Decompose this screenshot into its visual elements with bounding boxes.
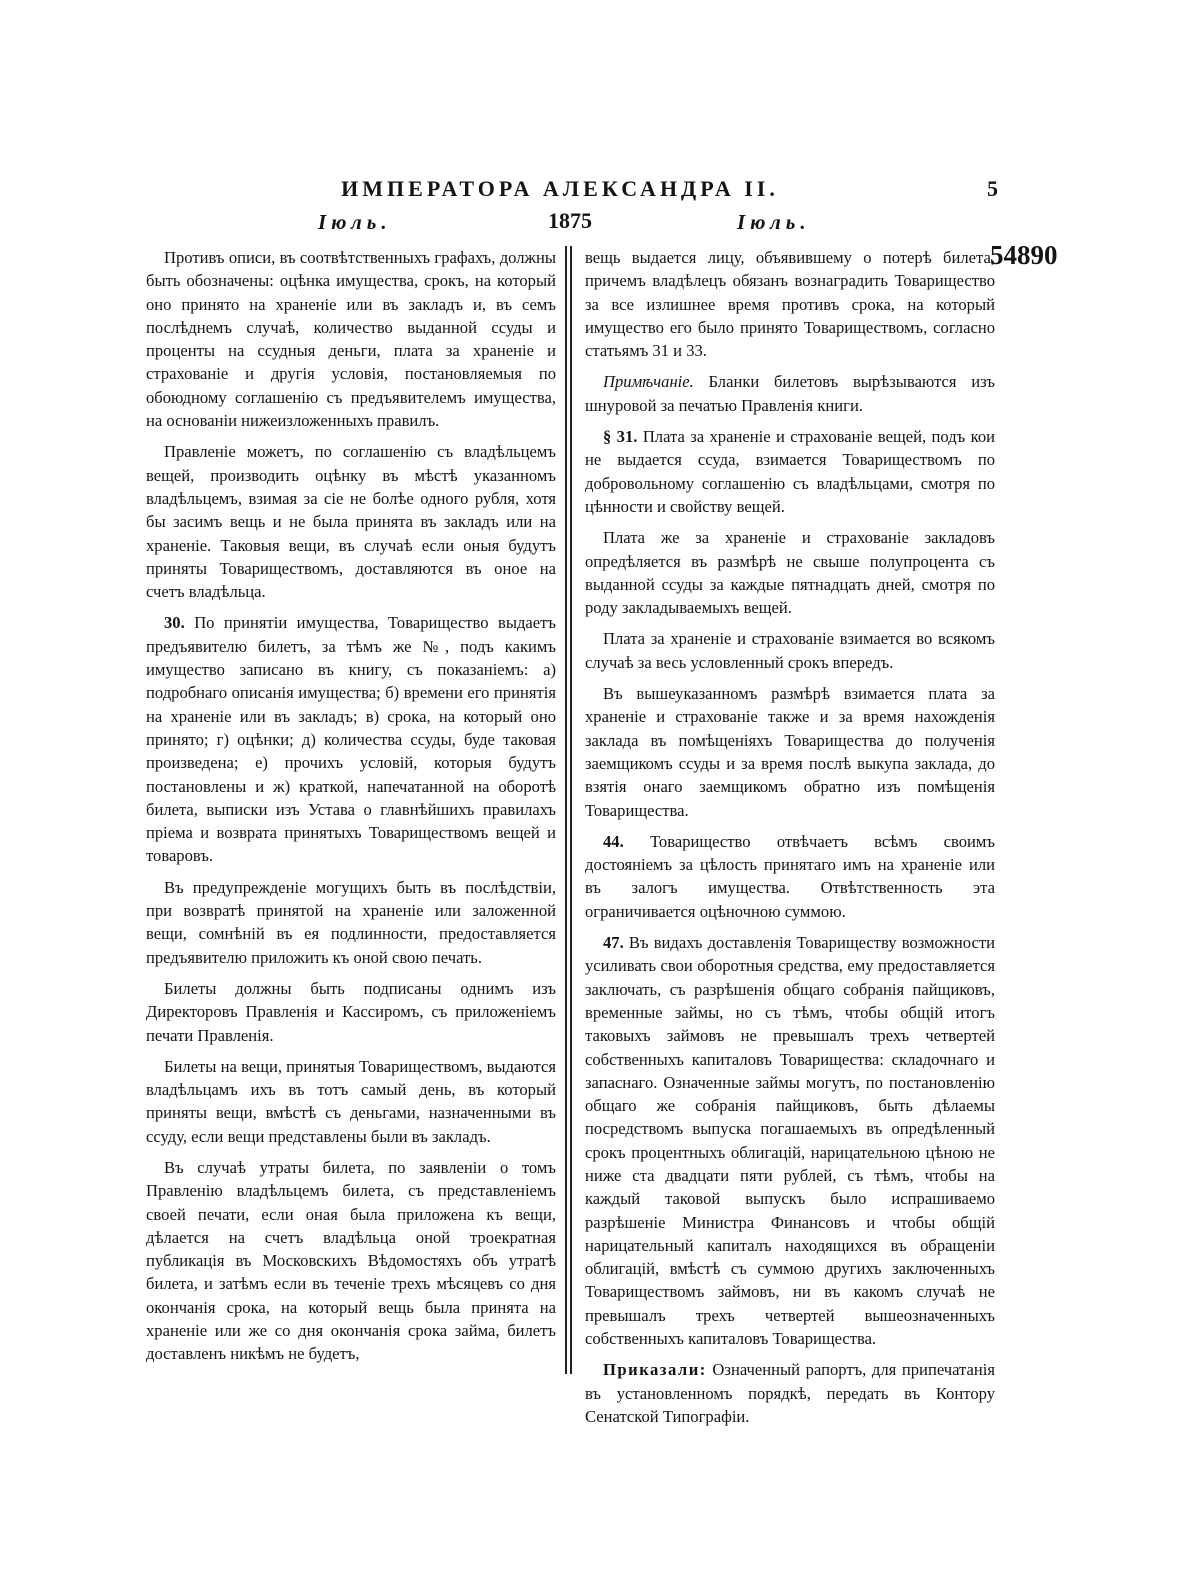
paragraph (585, 1358, 995, 1428)
article-number: 47. (603, 933, 624, 953)
paragraph: Противъ описи, въ соотвѣтственныхъ графахъ, должны быть обозначены: оцѣнка имущества, срокъ, на который оно принято на храненіе или въ закладъ и, въ семъ послѣднемъ случаѣ, количество выданной ссуды и проценты на ссудныя деньги, плата за храненіе и страхованіе и другія условія, постановляемыя по обоюдному соглашенію съ предъявителемъ имущества, на основаніи нижеизложенныхъ правилъ. (146, 248, 556, 431)
article-number: § 31. (603, 427, 638, 447)
paragraph: Билеты на вещи, принятыя Товариществомъ, выдаются владѣльцамъ ихъ въ тотъ самый день, въ который приняты вещи, вмѣстѣ съ деньгами, назначенными въ ссуду, если вещи представлены были въ закладъ. (146, 1056, 556, 1146)
paragraph (585, 425, 995, 518)
running-title: ИМПЕРАТОРА АЛЕКСАНДРА II. (341, 176, 779, 201)
paragraph: Въ случаѣ утраты билета, по заявленіи о томъ Правленію владѣльцемъ билета, съ представленіемъ своей печати, если оная была приложена къ вещи, дѣлается на счетъ владѣльца оной троекратная публикація въ Московскихъ Вѣдомостяхъ объ утратѣ билета, и затѣмъ если въ теченіе трехъ мѣсяцевъ со дня окончанія срока, на который вещь была принята на храненіе или же со дня окончанія срока займа, билетъ доставленъ никѣмъ не будетъ, (146, 1157, 556, 1364)
paragraph: Билеты должны быть подписаны однимъ изъ Директоровъ Правленія и Кассиромъ, съ приложеніемъ печати Правленія. (146, 978, 556, 1045)
paragraph (146, 611, 556, 867)
paragraph-text: Товарищество отвѣчаетъ всѣмъ своимъ достояніемъ за цѣлость принятаго имъ на храненіе или въ залогъ имущества. Отвѣтственность эта ограничивается оцѣночною суммою. (585, 831, 995, 921)
paragraph: Въ предупрежденіе могущихъ быть въ послѣдствіи, при возвратѣ принятой на храненіе или заложенной вещи, сомнѣній въ ея подлинности, предоставляется предъявителю приложить къ оной свою печать. (146, 877, 556, 967)
paragraph-text: По принятіи имущества, Товарищество выдаетъ предъявителю билетъ, за тѣмъ же №, подъ какимъ имущество записано въ книгу, съ показаніемъ: а) подробнаго описанія имущества; б) времени его принятія на храненіе или въ закладъ; в) срока, на который оно принято; г) оцѣнки; д) количества ссуды, буде таковая произведена; е) прочихъ условій, которыя будутъ постановлены и ж) краткой, напечатанной на оборотѣ билета, выписки изъ Устава о главнѣйшихъ правилахъ пріема и возврата принятыхъ Товариществомъ вещей и товаровъ. (146, 613, 556, 866)
paragraph: Плата за храненіе и страхованіе взимается во всякомъ случаѣ за весь условленный срокъ впередъ. (585, 629, 995, 672)
paragraph-text: Въ видахъ доставленія Товариществу возможности усиливать свои оборотныя средства, ему предоставляется заключать, съ разрѣшенія общаго собранія пайщиковъ, временные займы, но съ тѣмъ, чтобы общій итогъ таковыхъ займовъ не превышалъ трехъ четвертей собственныхъ капиталовъ Товарищества: складочнаго и запаснаго. Означенные займы могутъ, по постановленію общаго же собранія пайщиковъ, быть дѣлаемы посредствомъ выпуска погашаемыхъ въ опредѣленный срокъ процентныхъ облигацій, нарицательною цѣною не ниже ста двадцати пяти рублей, съ тѣмъ, чтобы на каждый таковой выпускъ было испрашиваемо разрѣшеніе Министра Финансовъ и чтобы общій нарицательный капиталъ находящихся въ обращеніи облигацій, вмѣстѣ съ суммою другихъ заключенныхъ Товариществомъ займовъ, ни въ какомъ случаѣ не превышалъ трехъ четвертей вышеозначенныхъ собственныхъ капиталовъ Товарищества. (585, 933, 995, 1349)
paragraph: Плата же за храненіе и страхованіе закладовъ опредѣляется въ размѣрѣ не свыше полупроцента съ выданной ссуды за каждые пятнадцать дней, смотря по роду закладываемыхъ вещей. (585, 528, 995, 618)
paragraph-text: Плата за храненіе и страхованіе вещей, подъ кои не выдается ссуда, взимается Товариществомъ по добровольному соглашенію съ владѣльцами, смотря по цѣнности и свойству вещей. (585, 427, 996, 516)
month-label-left: Іюль. (318, 210, 392, 234)
month-label-right: Іюль. (737, 210, 811, 234)
column-divider-line (565, 246, 567, 1374)
year-label: 1875 (548, 208, 592, 233)
left-column (146, 246, 556, 1374)
article-number: 44. (603, 831, 624, 851)
right-column (585, 246, 995, 1436)
note-label: Примѣчаніе. (603, 372, 694, 392)
act-number: 54890 (990, 240, 1058, 270)
note-text: Бланки билетовъ вырѣзываются изъ шнуровой за печатью Правленія книги. (585, 372, 995, 415)
note-paragraph (585, 370, 995, 417)
paragraph (585, 931, 995, 1350)
column-divider-line (570, 246, 572, 1374)
paragraph-text: Означенный рапортъ, для припечатанія въ установленномъ порядкѣ, передать въ Контору Сенатской Типографіи. (585, 1360, 995, 1426)
article-number: 30. (164, 613, 185, 633)
resolution-label: Приказали: (603, 1360, 707, 1380)
paragraph: вещь выдается лицу, объявившему о потерѣ билета, причемъ владѣлецъ обязанъ вознаградить Товарищество за все излишнее время противъ срока, на который имущество его было принято Товариществомъ, согласно статьямъ 31 и 33. (585, 248, 995, 361)
paragraph: Правленіе можетъ, по соглашенію съ владѣльцемъ вещей, производить оцѣнку въ мѣстѣ указанномъ владѣльцемъ, взимая за сіе не болѣе одного рубля, хотя бы засимъ вещь и не была принята въ закладъ или на храненіе. Таковыя вещи, въ случаѣ если оныя будутъ приняты Товариществомъ, доставляются въ оное на счетъ владѣльца. (146, 442, 556, 602)
paragraph: Въ вышеуказанномъ размѣрѣ взимается плата за храненіе и страхованіе также и за время нахожденія заклада въ помѣщеніяхъ Товарищества до полученія заемщикомъ ссуды и за время послѣ выкупа заклада, до взятія онаго заемщикомъ обратно изъ помѣщенія Товарищества. (585, 684, 995, 820)
page-number: 5 (987, 176, 998, 201)
paragraph (585, 830, 995, 923)
